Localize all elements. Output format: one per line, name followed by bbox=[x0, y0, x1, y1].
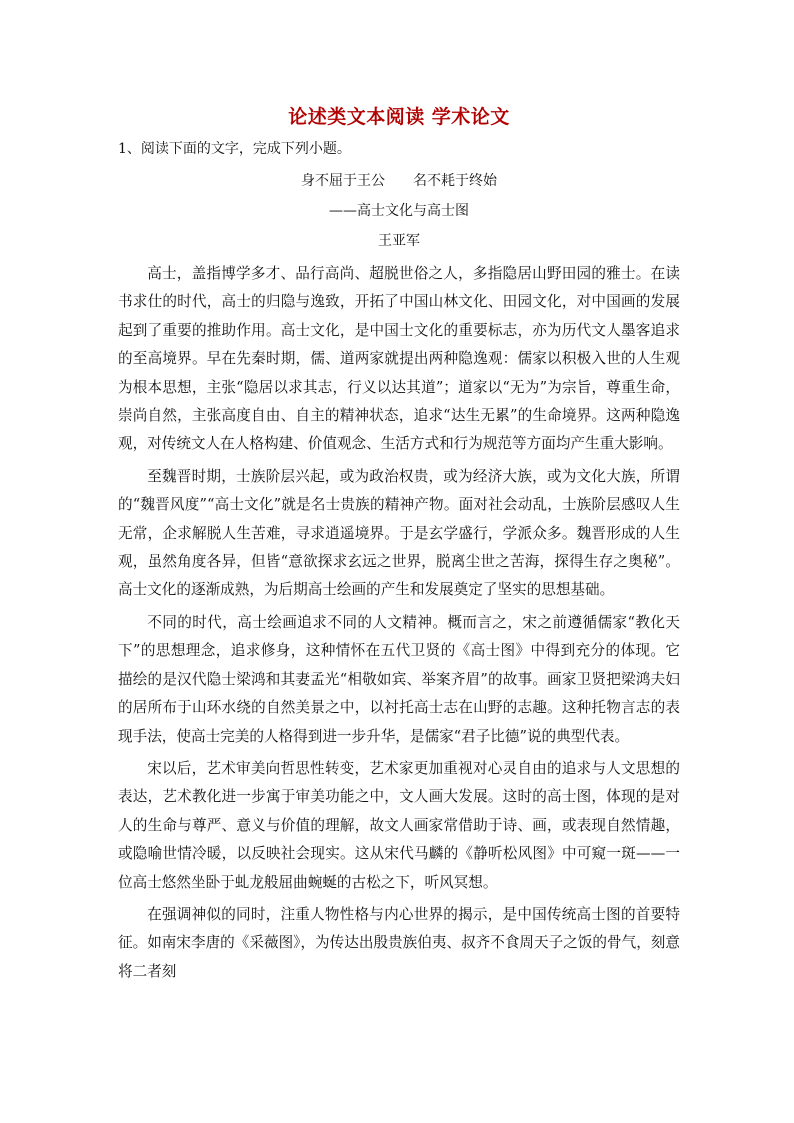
document-title: 论述类文本阅读 学术论文 bbox=[288, 106, 510, 128]
paragraph-5: 在强调神似的同时，注重人物性格与内心世界的揭示，是中国传统高士图的首要特征。如南宋李唐的《采薇图》，为传达出殷贵族伯夷、叔齐不食周天子之饭的骨气，刻意将二者刻 bbox=[118, 905, 680, 980]
paragraph-4: 宋以后，艺术审美向哲思性转变，艺术家更加重视对心灵自由的追求与人文思想的表达，艺术教化进一步寓于审美功能之中，文人画大发展。这时的高士图，体现的是对人的生命与尊严、意义与价值的理解，故文人画家常借助于诗、画，或表现自然情趣，或隐喻世情冷暖，以反映社会现实。这从宋代马麟的《静听松风图》中可窥一斑——一位高士悠然坐卧于虬龙般屈曲蜿蜒的古松之下，听风冥想。 bbox=[118, 759, 680, 891]
question-prompt: 1、阅读下面的文字，完成下列小题。 bbox=[118, 141, 351, 157]
paragraph-2: 至魏晋时期，士族阶层兴起，或为政治权贵，或为经济大族，或为文化大族，所谓的“魏晋风度”“高士文化”就是名士贵族的精神产物。面对社会动乱，士族阶层感叹人生无常，企求解脱人生苦难，寻求逍遥境界。于是玄学盛行，学派众多。魏晋形成的人生观，虽然角度各异，但皆“意欲探求玄远之世界，脱离尘世之苦海，探得生存之奥秘”。高士文化的逐渐成熟，为后期高士绘画的产生和发展奠定了坚实的思想基础。 bbox=[118, 467, 680, 599]
document-page bbox=[118, 100, 680, 986]
paragraph-3: 不同的时代，高士绘画追求不同的人文精神。概而言之，宋之前遵循儒家“教化天下”的思想理念，追求修身，这种情怀在五代卫贤的《高士图》中得到充分的体现。它描绘的是汉代隐士梁鸿和其妻孟光“相敬如宾、举案齐眉”的故事。画家卫贤把梁鸿夫妇的居所布于山环水绕的自然美景之中，以衬托高士志在山野的志趣。这种托物言志的表现手法，使高士完美的人格得到进一步升华，是儒家“君子比德”说的典型代表。 bbox=[118, 613, 680, 745]
paragraph-1: 高士，盖指博学多才、品行高尚、超脱世俗之人，多指隐居山野田园的雅士。在读书求仕的时代，高士的归隐与逸致，开拓了中国山林文化、田园文化，对中国画的发展起到了重要的推助作用。高士文化，是中国士文化的重要标志，亦为历代文人墨客追求的至高境界。早在先秦时期，儒、道两家就提出两种隐逸观：儒家以积极入世的人生观为根本思想，主张“隐居以求其志，行义以达其道”；道家以“无为”为宗旨，尊重生命，崇尚自然，主张高度自由、自主的精神状态，追求“达生无累”的生命境界。这两种隐逸观，对传统文人在人格构建、价值观念、生活方式和行为规范等方面均产生重大影响。 bbox=[118, 265, 680, 453]
article-title: 身不屈于王公 名不耗于终始 bbox=[301, 173, 497, 189]
article-author: 王亚军 bbox=[378, 233, 420, 249]
article-subtitle: ——高士文化与高士图 bbox=[329, 203, 469, 219]
